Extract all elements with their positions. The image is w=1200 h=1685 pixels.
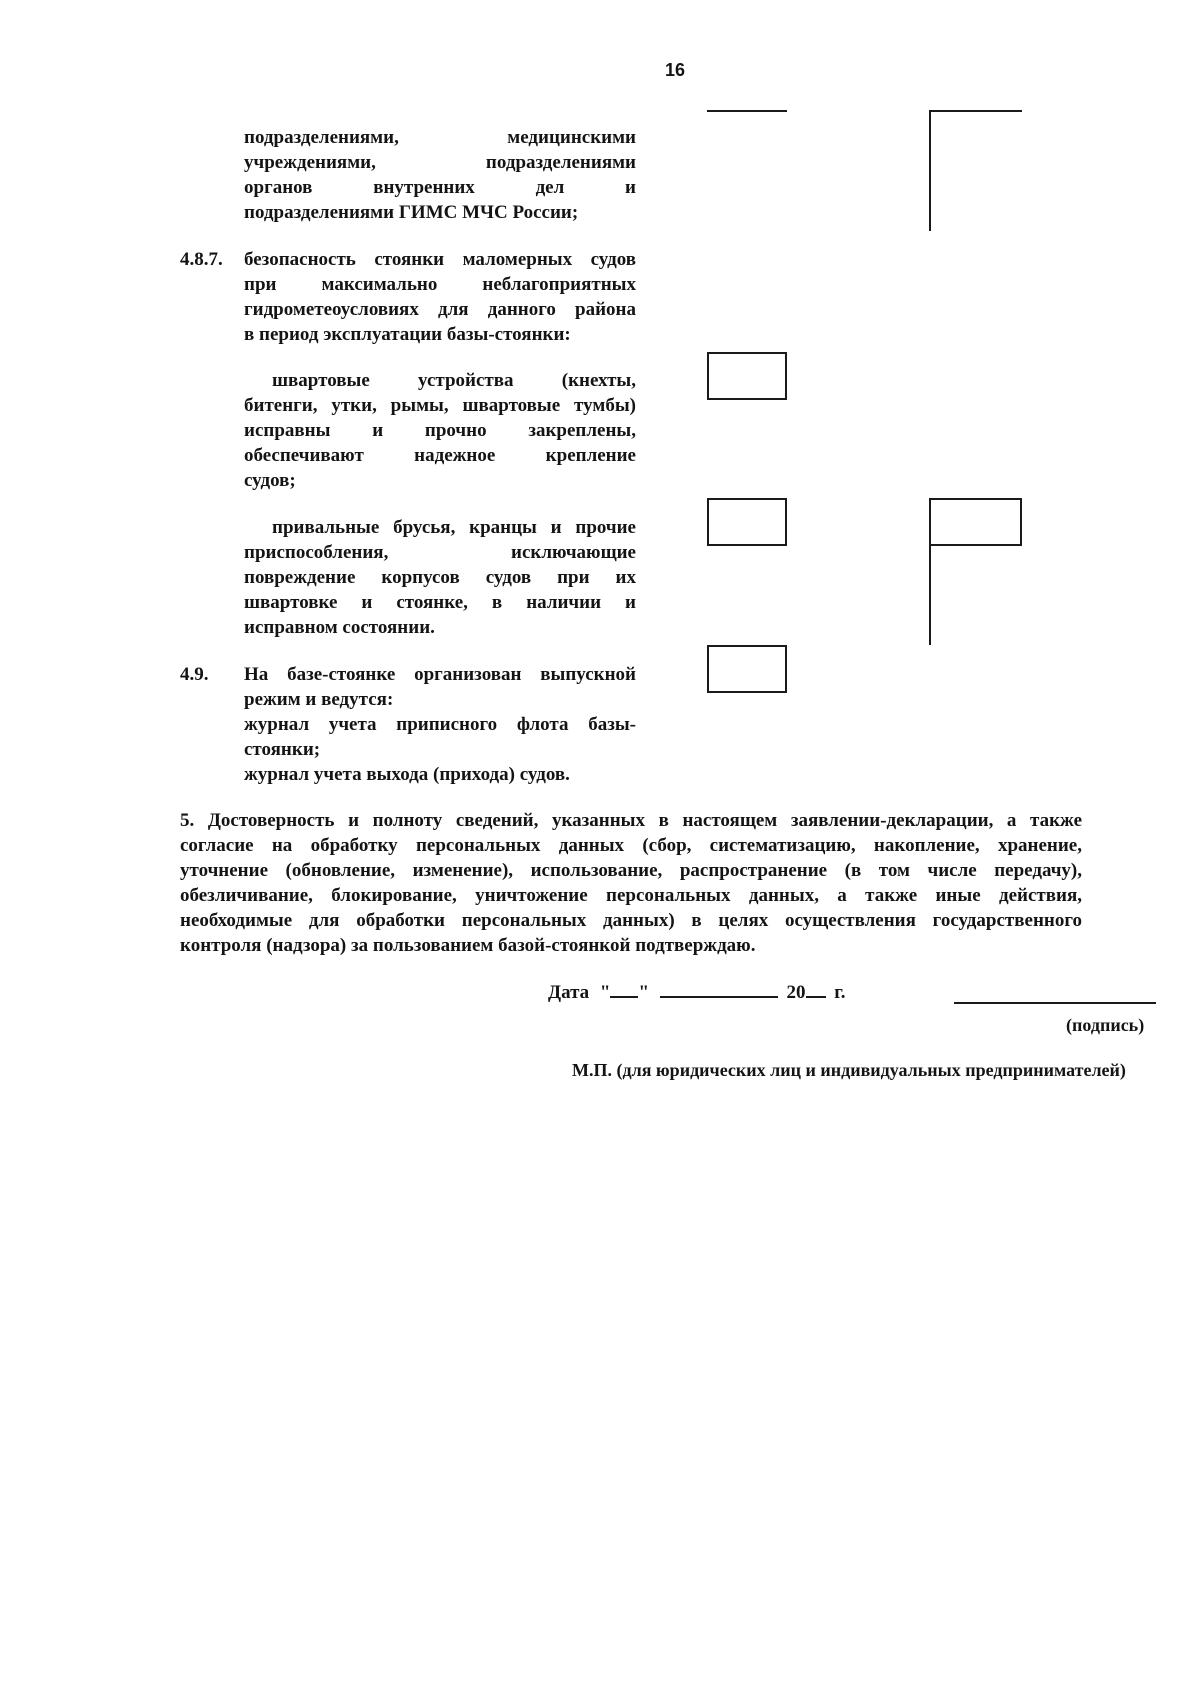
item-line: исправны и прочно закреплены, xyxy=(244,420,636,441)
item-line: журнал учета выхода (прихода) судов. xyxy=(244,764,570,785)
declaration-line: согласие на обработку персональных данных (сбор, систематизацию, накопление, хранение, xyxy=(180,835,1082,856)
checkbox-access-control[interactable] xyxy=(707,645,787,693)
item-line: обеспечивают надежное крепление xyxy=(244,445,636,466)
item-line: органов внутренних дел и xyxy=(244,177,636,198)
right-bracket-top xyxy=(929,110,931,231)
declaration-line: необходимые для обработки персональных данных) в целях осуществления государственного xyxy=(180,910,1082,931)
checkbox-fenders[interactable] xyxy=(707,498,787,546)
item-line: безопасность стоянки маломерных судов xyxy=(244,249,636,270)
date-quote-close: " xyxy=(638,982,650,1003)
item-text xyxy=(244,368,636,493)
item-line: в период эксплуатации базы-стоянки: xyxy=(244,324,571,345)
declaration-line: контроля (надзора) за пользованием базой-стоянкой подтверждаю. xyxy=(180,935,756,956)
date-quote-open: " xyxy=(599,982,611,1003)
page-number: 16 xyxy=(664,60,686,80)
item-line: подразделениями, медицинскими xyxy=(244,127,636,148)
date-row xyxy=(548,980,846,1004)
item-line: режим и ведутся: xyxy=(244,689,394,710)
date-label: Дата xyxy=(548,982,590,1003)
declaration-line: уточнение (обновление, изменение), использование, распространение (в том числе передачу), xyxy=(180,860,1082,881)
item-text xyxy=(244,247,636,347)
item-number: 4.9. xyxy=(180,664,209,685)
month-blank[interactable] xyxy=(660,980,778,998)
item-line: На базе-стоянке организован выпускной xyxy=(244,664,636,685)
item-line: привальные брусья, кранцы и прочие xyxy=(272,517,636,538)
year-suffix: г. xyxy=(834,982,846,1003)
item-line: битенги, утки, рымы, швартовые тумбы) xyxy=(244,395,636,416)
year-prefix: 20 xyxy=(786,982,806,1003)
item-text xyxy=(244,662,636,787)
checkbox-fenders-secondary[interactable] xyxy=(929,498,1022,546)
item-line: гидрометеоусловиях для данного района xyxy=(244,299,636,320)
signature-caption: (подпись) xyxy=(1066,1015,1145,1035)
item-line: журнал учета приписного флота базы- xyxy=(244,714,636,735)
item-line: приспособления, исключающие xyxy=(244,542,636,563)
declaration-line: 5. Достоверность и полноту сведений, указанных в настоящем заявлении-декларации, а также xyxy=(180,810,1082,831)
item-line: швартовые устройства (кнехты, xyxy=(272,370,636,391)
year-blank[interactable] xyxy=(806,980,826,998)
stamp-caption: М.П. (для юридических лиц и индивидуальных предпринимателей) xyxy=(572,1060,1126,1080)
top-left-rule xyxy=(707,110,787,112)
right-bracket-bottom xyxy=(929,498,931,645)
checkbox-mooring-devices[interactable] xyxy=(707,352,787,400)
item-line: исправном состоянии. xyxy=(244,617,435,638)
signature-line[interactable] xyxy=(954,1002,1156,1004)
declaration-paragraph xyxy=(180,808,1082,958)
item-line: учреждениями, подразделениями xyxy=(244,152,636,173)
item-line: судов; xyxy=(244,470,296,491)
item-number: 4.8.7. xyxy=(180,249,223,270)
item-line: швартовке и стоянке, в наличии и xyxy=(244,592,636,613)
day-blank[interactable] xyxy=(610,980,638,998)
top-right-rule xyxy=(929,110,1022,112)
declaration-line: обезличивание, блокирование, уничтожение персональных данных, а также иные действия, xyxy=(180,885,1082,906)
item-text xyxy=(244,125,636,225)
item-line: стоянки; xyxy=(244,739,321,760)
item-line: повреждение корпусов судов при их xyxy=(244,567,636,588)
item-text xyxy=(244,515,636,640)
item-line: подразделениями ГИМС МЧС России; xyxy=(244,202,579,223)
item-line: при максимально неблагоприятных xyxy=(244,274,636,295)
